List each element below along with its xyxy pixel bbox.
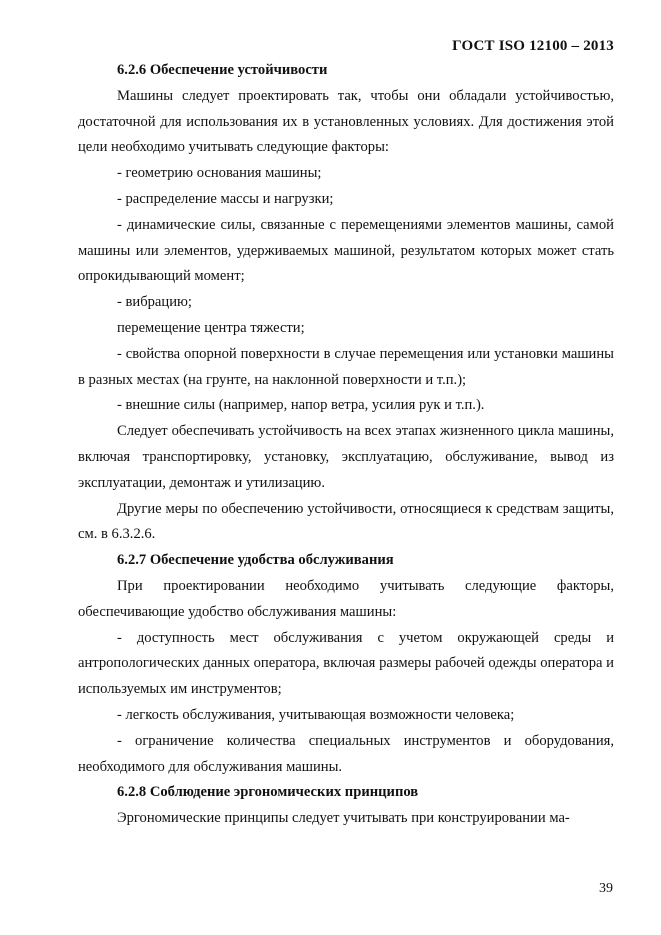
list-item: - внешние силы (например, напор ветра, усилия рук и т.п.). (117, 397, 485, 414)
paragraph: При проектировании необходимо учитывать следующие факторы, обеспечивающие удобство обслуживания машины: (78, 577, 614, 620)
list-item: - ограничение количества специальных инструментов и оборудования, необходимого для обслуживания машины. (78, 732, 614, 775)
section-heading: 6.2.6 Обеспечение устойчивости (117, 62, 328, 78)
list-item: - геометрию основания машины; (117, 165, 322, 182)
list-item: перемещение центра тяжести; (117, 319, 305, 336)
paragraph: Машины следует проектировать так, чтобы они обладали устойчивостью, достаточной для использования их в установленных условиях. Для достижения этой цели необходимо учитывать следующие факторы: (78, 87, 614, 156)
document-body (78, 58, 614, 832)
paragraph: Другие меры по обеспечению устойчивости, относящиеся к средствам защиты, см. в 6.3.2.6. (78, 500, 614, 543)
list-item: - динамические силы, связанные с перемещениями элементов машины, самой машины или элементов, удерживаемых машиной, результатом которых может стать опрокидывающий момент; (78, 216, 614, 285)
paragraph: Следует обеспечивать устойчивость на всех этапах жизненного цикла машины, включая транспортировку, установку, эксплуатацию, обслуживание, вывод из эксплуатации, демонтаж и утилизацию. (78, 423, 614, 491)
list-item: - доступность мест обслуживания с учетом окружающей среды и антропологических данных оператора, включая размеры рабочей одежды оператора и используемых им инструментов; (78, 629, 614, 698)
list-item: - распределение массы и нагрузки; (117, 190, 334, 207)
section-heading: 6.2.8 Соблюдение эргономических принципов (117, 784, 419, 801)
paragraph: Эргономические принципы следует учитывать при конструировании ма- (117, 810, 570, 827)
section-heading: 6.2.7 Обеспечение удобства обслуживания (117, 552, 394, 569)
page-header: ГОСТ ISO 12100 – 2013 (452, 38, 614, 54)
page-number: 39 (599, 881, 613, 896)
list-item: - легкость обслуживания, учитывающая возможности человека; (117, 706, 515, 723)
list-item: - свойства опорной поверхности в случае перемещения или установки машины в разных местах (на грунте, на наклонной поверхности и т.п.); (78, 345, 614, 388)
list-item: - вибрацию; (117, 294, 192, 311)
